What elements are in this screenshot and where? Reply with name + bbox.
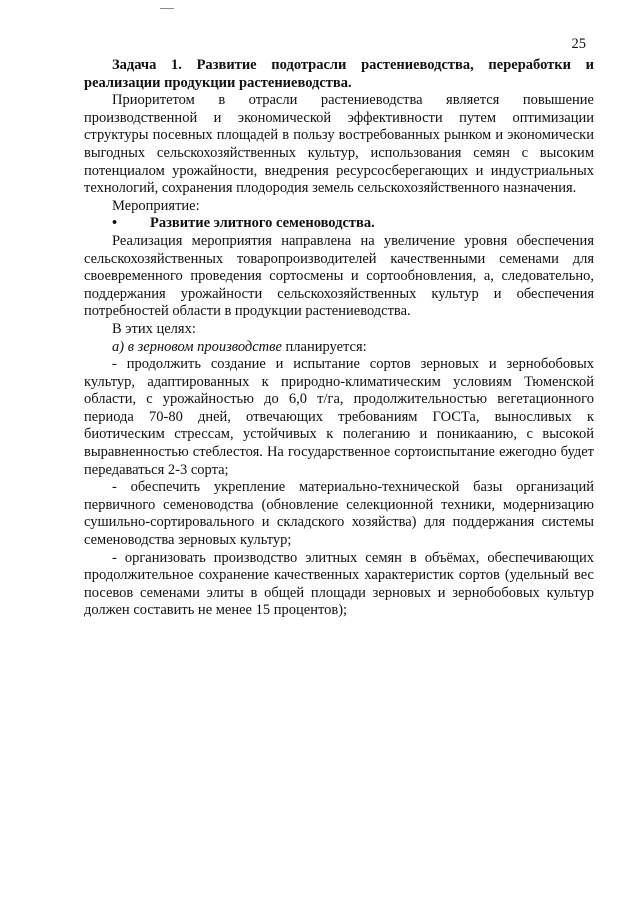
grain-sector-line xyxy=(84,339,594,357)
measure-label: Мероприятие: xyxy=(112,197,200,214)
implementation-paragraph: Реализация мероприятия направлена на увеличение уровня обеспечения сельскохозяйственных товаропроизводителей качественными семенами для своевременного проведения сортосмены и сортообновления, а, следовательно, поддержания урожайности сельскохозяйственных культур и обеспечения потребностей области в продукции растениеводства. xyxy=(84,232,594,320)
measure-bullet-item xyxy=(84,215,594,233)
document-body xyxy=(84,57,594,620)
page-number: 25 xyxy=(571,36,586,52)
bullet-icon: • xyxy=(112,215,118,232)
list-item: - организовать производство элитных семян в объёмах, обеспечивающих продолжительное сохранение качественных характеристик сортов (удельный вес посевов семенами элиты в общей площади зерновых и зернобобовых культур должен составить не менее 15 процентов); xyxy=(84,549,594,619)
grain-sector-rest: планируется: xyxy=(281,338,367,355)
scan-mark xyxy=(160,8,174,9)
list-item: - обеспечить укрепление материально-технической базы организаций первичного семеноводства (обновление селекционной техники, модернизацию сушильно-сортировального и складского хозяйства) для поддержания системы семеноводства зерновых культур; xyxy=(84,479,594,549)
goals-label: В этих целях: xyxy=(112,320,196,337)
grain-sector-italic: а) в зерновом производстве xyxy=(112,338,282,355)
task-heading: Задача 1. Развитие подотрасли растениеводства, переработки и реализации продукции растениеводства. xyxy=(84,57,594,91)
priority-paragraph: Приоритетом в отрасли растениеводства является повышение производственной и экономической эффективности путем оптимизации структуры посевных площадей в пользу востребованных рынком и экономически выгодных сельскохозяйственных культур, использования семян с высоким потенциалом урожайности, внедрения ресурсосберегающих и индустриальных технологий, сохранения плодородия земель сельскохозяйственного назначения. xyxy=(84,92,594,197)
list-item: - продолжить создание и испытание сортов зерновых и зернобобовых культур, адаптированных к природно-климатическим условиям Тюменской области, с урожайностью до 6,0 т/га, продолжительностью вегетационного периода 70-80 дней, отвечающих требованиям ГОСТа, выносливых к биотическим стрессам, устойчивых к полеганию и поникаанию, с высокой выравненностью стеблестоя. На государственное сортоиспытание ежегодно будет передаваться 2-3 сорта; xyxy=(84,356,594,478)
measure-title: Развитие элитного семеноводства. xyxy=(150,215,375,232)
